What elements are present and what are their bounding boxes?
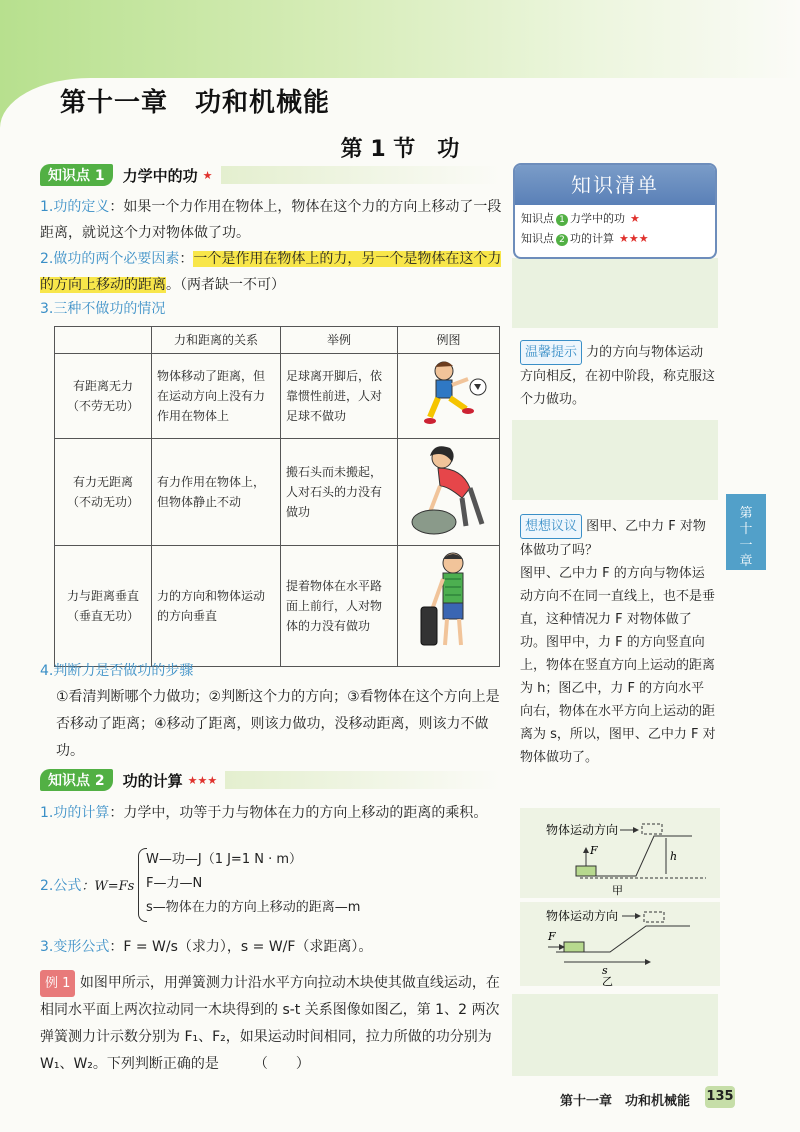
tip-block [520,340,716,411]
sidebar-faded-area [512,420,718,500]
think-answer: 图甲、乙中力 F 的方向与物体运动方向不在同一直线上，也不是垂直，这种情况力 F 对物体做了功。图甲中，力 F 的方向竖直向上，物体在竖直方向上运动的距离为 h；图乙中，力 F 的方向水平向右，物体在水平方向上运动的距离为 s，所以，图甲、乙中力 F 对物体做功了。 [520,566,716,765]
table-header [55,327,152,354]
three-cases-label: 3.三种不做功的情况 [40,301,166,317]
table-header: 力和距离的关系 [152,327,281,354]
list-item-text: 功的计算 [570,232,614,245]
formula-def-w: W—功—J（1 J=1 N · m） [146,852,303,867]
think-tag: 想想议议 [520,514,582,539]
formula-main: ：W=Fs [81,879,135,894]
calc-label: 1.功的计算 [40,805,110,821]
list-item-label: 知识点 [521,232,554,245]
think-question: 图甲、乙中力 F 对物体做功了吗？ [520,519,706,558]
steps-text: ①看清判断哪个力做功；②判断这个力的方向；③看物体在这个方向上是否移动了距离；④移动了距离，则该力做功，没移动距离，则该力不做功。 [56,689,500,759]
table-cell-case: 有距离无力 （不劳无功） [55,354,152,439]
figure-jia [520,808,720,898]
formula-definitions [146,848,360,920]
boy-kicking-ball-illustration [398,354,500,439]
table-cell-relation: 有力作用在物体上，但物体静止不动 [152,439,281,546]
def-text: ：如果一个力作用在物体上，物体在这个力的方向上移动了一段距离，就说这个力对物体做了功。 [40,199,502,241]
kp2-header [40,769,500,791]
list-item-stars: ★★★ [619,232,649,245]
steps-label: 4.判断力是否做功的步骤 [40,663,194,679]
kp1-underline [221,166,500,184]
formula-line [40,873,134,900]
tip-tag: 温馨提示 [520,340,582,365]
table-cell-relation: 力的方向和物体运动的方向垂直 [152,546,281,667]
table-cell-example: 搬石头而未搬起，人对石头的力没有做功 [281,439,398,546]
knowledge-list-title: 知识清单 [515,165,715,205]
formula-label: 2.公式 [40,878,82,894]
factors-label: 2.做功的两个必要因素 [40,251,180,267]
table-row [55,354,500,439]
kp2-title: 功的计算 [122,771,183,790]
tip-text: 力的方向与物体运动方向相反，在初中阶段，称克服这个力做功。 [520,345,716,407]
knowledge-list-box [513,163,717,259]
section-title: 第 1 节 功 [340,137,460,162]
calc-text: ：力学中，功等于力与物体在力的方向上移动的距离的乘积。 [109,805,488,821]
fig2-s-label: s [602,964,608,977]
kp1-tag: 知识点 1 [40,164,113,186]
chapter-side-tab[interactable] [726,494,766,570]
transform-label: 3.变形公式 [40,939,110,955]
table-cell-case: 力与距离垂直 （垂直无功） [55,546,152,667]
factors-tail: 。（两者缺一不可） [166,277,285,293]
boy-carrying-bag-illustration [398,546,500,667]
list-item-number: 1 [556,214,568,226]
example-tag: 例 1 [40,970,75,997]
table-cell-example: 足球离开脚后，依靠惯性前进，人对足球不做功 [281,354,398,439]
fig2-force-label: F [548,930,556,943]
formula-def-f: F—力—N [146,876,203,891]
fig2-motion-label: 物体运动方向 [546,909,619,923]
list-item-number: 2 [556,234,568,246]
figure-yi [520,902,720,986]
table-cell-relation: 物体移动了距离，但在运动方向上没有力作用在物体上 [152,354,281,439]
factors-colon: ： [179,251,194,267]
def-label: 1.功的定义 [40,199,110,215]
chapter-title: 第十一章 功和机械能 [60,88,331,118]
table-header: 举例 [281,327,398,354]
kp1-factors [40,246,502,298]
fig1-force-label: F [590,844,598,857]
think-block [520,514,716,769]
factors-highlight: 一个是作用在物体上的力，另一个是物体在这个力的方向上移动的距离 [40,251,502,293]
fig1-h-label: h [670,850,678,863]
table-cell-example: 提着物体在水平路面上前行，人对物体的力没有做功 [281,546,398,667]
page-number: 135 [705,1086,735,1108]
fig2-caption: 乙 [602,976,613,986]
table-header-row [55,327,500,354]
kp1-title: 力学中的功 [122,166,198,185]
table-row [55,546,500,667]
no-work-table [54,326,500,667]
sidebar-faded-area [512,994,718,1076]
girl-pushing-rock-illustration [398,439,500,546]
fig1-motion-label: 物体运动方向 [546,823,619,837]
example-text: 如图甲所示，用弹簧测力计沿水平方向拉动木块使其做直线运动，在相同水平面上两次拉动同一木块得到的 s-t 关系图像如图乙，第 1、2 两次弹簧测力计示数分别为 F₁、F₂，如果运动时间相同，拉力所做的功分别为 W₁、W₂。下列判断正确的是 （ ） [40,975,500,1072]
knowledge-list-item[interactable] [521,209,715,229]
transform-line [40,934,372,960]
side-tab-text: 第十一章 [739,506,753,569]
table-row [55,439,500,546]
footer-chapter: 第十一章 功和机械能 [560,1094,691,1109]
kp2-underline [225,771,500,789]
kp2-tag: 知识点 2 [40,769,113,791]
example-1 [40,970,502,1078]
formula-def-s: s—物体在力的方向上移动的距离—m [146,900,361,915]
kp1-stars: ★ [202,168,213,182]
table-header: 例图 [398,327,500,354]
transform-text: ：F = W/s（求力），s = W/F（求距离）。 [109,939,373,955]
knowledge-list-item[interactable] [521,229,715,249]
list-item-text: 力学中的功 [570,212,625,225]
kp2-stars: ★★★ [187,773,218,787]
kp1-definition [40,194,502,246]
kp2-calc [40,800,502,826]
sidebar-faded-area [512,258,718,328]
kp1-header [40,164,500,186]
list-item-stars: ★ [630,212,640,225]
list-item-label: 知识点 [521,212,554,225]
table-cell-case: 有力无距离 （不动无功） [55,439,152,546]
fig1-caption: 甲 [612,885,623,897]
